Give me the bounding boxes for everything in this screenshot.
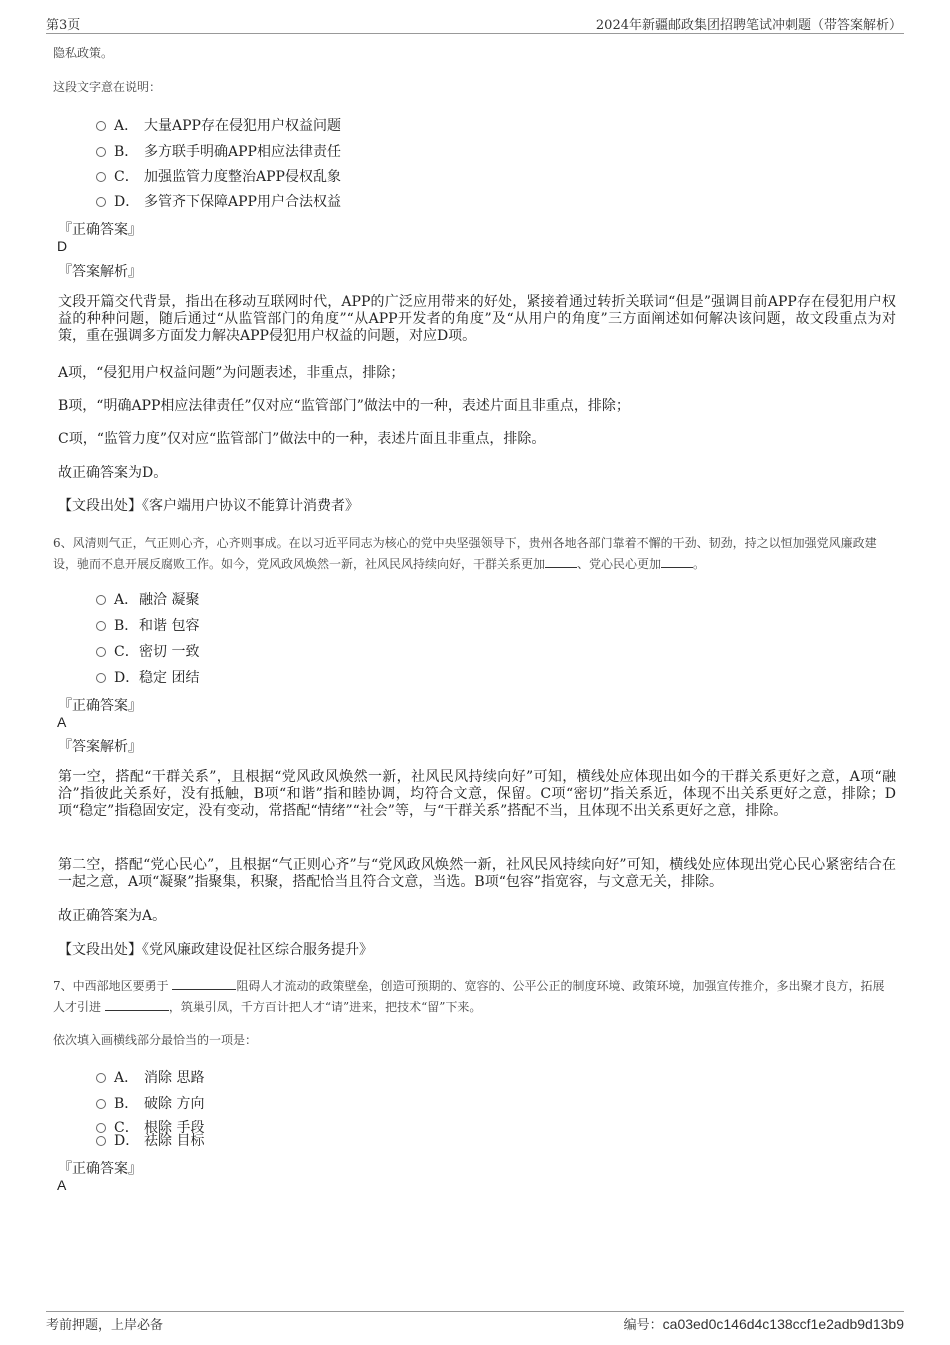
blank-line: [172, 989, 236, 990]
q5-conclusion: 故正确答案为D。: [58, 465, 168, 481]
q5-analysis-main: 文段开篇交代背景，指出在移动互联网时代，APP的广泛应用带来的好处，紧接着通过转折关联词“但是”强调目前APP存在侵犯用户权益的种种问题，随后通过“从监管部门的角度”“从APP开发者的角度”及“从用户的角度”三方面阐述如何解决该问题，故文段重点为对策，重在强调多方面发力解决APP侵犯用户权益的问题，对应D项。: [58, 294, 896, 344]
q7-answer: A: [57, 1177, 67, 1193]
q5-option-d[interactable]: D． 多管齐下保障APP用户合法权益: [96, 191, 341, 211]
q6-answer: A: [57, 714, 67, 730]
q5-answer-label: 『正确答案』: [58, 222, 142, 238]
header-rule: [46, 33, 904, 34]
q6-option-c[interactable]: C．密切 一致: [96, 641, 199, 661]
q6-option-d[interactable]: D．稳定 团结: [96, 667, 199, 687]
q5-stem-tail: 隐私政策。: [53, 46, 114, 60]
radio-icon[interactable]: [96, 621, 106, 631]
footer-rule: [46, 1311, 904, 1312]
q6-option-b[interactable]: B．和谐 包容: [96, 615, 199, 635]
page-number: 第3页: [46, 18, 81, 33]
q6-stem: 6、风清则气正，气正则心齐，心齐则事成。在以习近平同志为核心的党中央坚强领导下，贵州各地各部门靠着不懈的干劲、韧劲，持之以恒加强党风廉政建设，驰而不息开展反腐败工作。如今，党风政风焕然一新，社风民风持续向好，干群关系更加 、党心民心更加 。: [53, 536, 877, 571]
q6-conclusion: 故正确答案为A。: [58, 908, 167, 924]
radio-icon[interactable]: [96, 1073, 106, 1083]
q7-answer-label: 『正确答案』: [58, 1161, 142, 1177]
radio-icon[interactable]: [96, 595, 106, 605]
q5-answer: D: [57, 238, 68, 254]
q6-analysis-label: 『答案解析』: [58, 739, 142, 755]
q5-option-a[interactable]: A． 大量APP存在侵犯用户权益问题: [96, 115, 341, 135]
q5-stem: 这段文字意在说明：: [53, 80, 162, 94]
q5-option-c[interactable]: C． 加强监管力度整治APP侵权乱象: [96, 166, 341, 186]
q6-analysis-2: 第二空，搭配“党心民心”，且根据“气正则心齐”与“党风政风焕然一新，社风民风持续向好”可知，横线处应体现出党心民心紧密结合在一起之意，A项“凝聚”指聚集，积聚，搭配恰当且符合文意，当选。B项“包容”指宽容，与文意无关，排除。: [58, 857, 896, 890]
q6-answer-label: 『正确答案』: [58, 698, 142, 714]
radio-icon[interactable]: [96, 647, 106, 657]
q7-option-c[interactable]: C． 根除 手段: [96, 1117, 204, 1137]
q6-source: 【文段出处】《党风廉政建设促社区综合服务提升》: [58, 942, 373, 958]
blank-line: [661, 567, 693, 568]
q5-source: 【文段出处】《客户端用户协议不能算计消费者》: [58, 498, 359, 514]
q7-option-d[interactable]: D． 祛除 目标: [96, 1130, 204, 1150]
radio-icon[interactable]: [96, 673, 106, 683]
q5-option-b[interactable]: B． 多方联手明确APP相应法律责任: [96, 141, 341, 161]
q7-stem: 7、中西部地区要勇于 阻碍人才流动的政策壁垒，创造可预期的、宽容的、公平公正的制度环境、政策环境，加强宣传推介，多出聚才良方，拓展人才引进 ，筑巢引凤，千方百计把人才“请”进来，把技术“留”下来。: [53, 979, 885, 1014]
footer-code: 编号：ca03ed0c146d4c138ccf1e2adb9d13b9: [623, 1316, 904, 1333]
blank-line: [545, 567, 577, 568]
radio-icon[interactable]: [96, 1099, 106, 1109]
q6-option-a[interactable]: A．融洽 凝聚: [96, 589, 199, 609]
blank-line: [105, 1010, 169, 1011]
q7-option-a[interactable]: A． 消除 思路: [96, 1067, 204, 1087]
q7-stem2: 依次填入画横线部分最恰当的一项是：: [53, 1033, 258, 1047]
radio-icon[interactable]: [96, 197, 106, 207]
q6-analysis-1: 第一空，搭配“干群关系”，且根据“党风政风焕然一新，社风民风持续向好”可知，横线处应体现出如今的干群关系更好之意，A项“融洽”指彼此关系好，没有抵触，B项“和谐”指和睦协调，均符合文意，保留。C项“密切”指关系近，体现不出关系更好之意，排除；D项“稳定”指稳固安定，没有变动，常搭配“情绪”“社会”等，与“干群关系”搭配不当，且体现不出关系更好之意，排除。: [58, 769, 896, 819]
radio-icon[interactable]: [96, 172, 106, 182]
q5-analysis-a: A项，“侵犯用户权益问题”为问题表述，非重点，排除；: [58, 365, 405, 381]
q5-analysis-label: 『答案解析』: [58, 264, 142, 280]
radio-icon[interactable]: [96, 1136, 106, 1146]
q5-analysis-c: C项，“监管力度”仅对应“监管部门”做法中的一种，表述片面且非重点，排除。: [58, 431, 546, 447]
radio-icon[interactable]: [96, 121, 106, 131]
q5-analysis-b: B项，“明确APP相应法律责任”仅对应“监管部门”做法中的一种，表述片面且非重点，排除；: [58, 398, 630, 414]
footer-slogan: 考前押题，上岸必备: [46, 1318, 164, 1333]
document-title: 2024年新疆邮政集团招聘笔试冲刺题（带答案解析）: [595, 18, 902, 33]
radio-icon[interactable]: [96, 147, 106, 157]
q7-option-b[interactable]: B． 破除 方向: [96, 1093, 204, 1113]
